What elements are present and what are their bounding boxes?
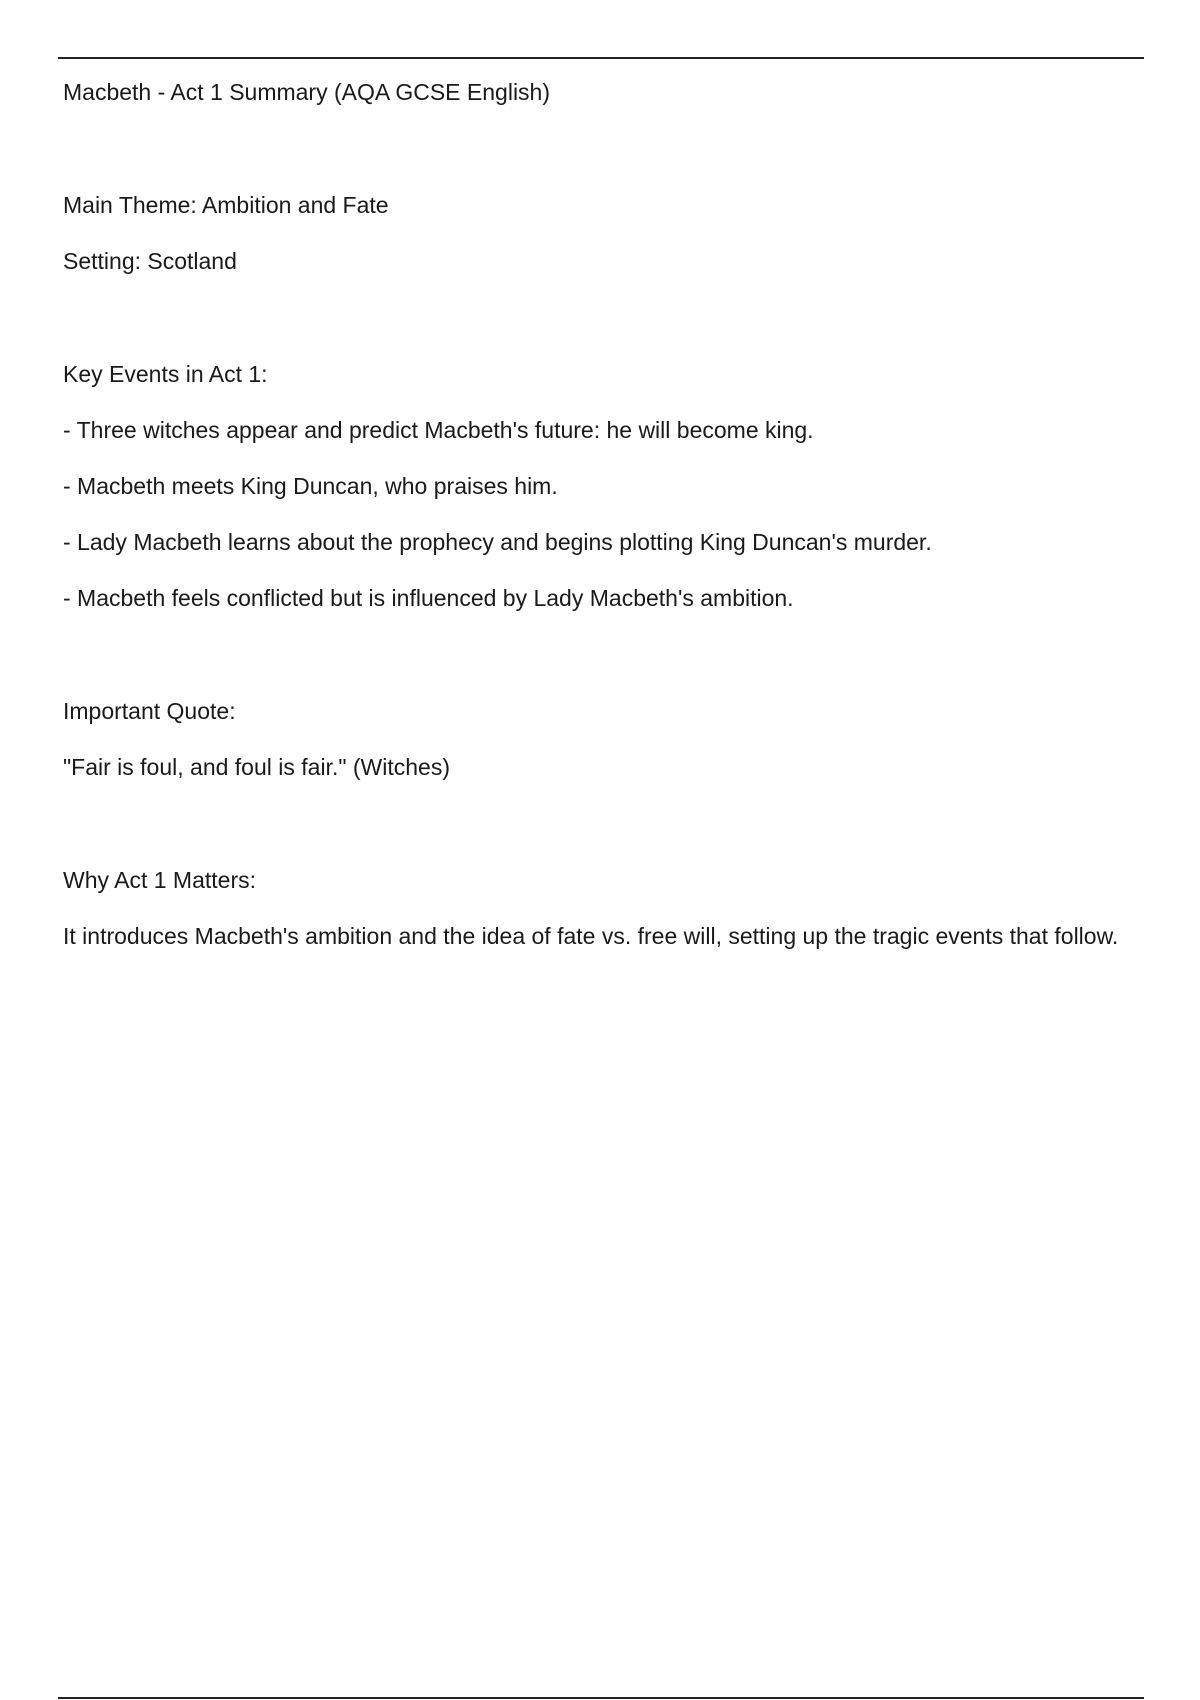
top-rule <box>58 57 1144 59</box>
key-event-item: - Lady Macbeth learns about the prophecy and begins plotting King Duncan's murder. <box>63 529 932 555</box>
spacer <box>63 120 1139 177</box>
why-matters-text: It introduces Macbeth's ambition and the idea of fate vs. free will, setting up the tragic events that follow. <box>63 923 1119 949</box>
key-event-item: - Macbeth meets King Duncan, who praises him. <box>63 473 558 499</box>
quote-heading: Important Quote: <box>63 698 236 724</box>
key-events-heading: Key Events in Act 1: <box>63 361 268 387</box>
why-matters-heading: Why Act 1 Matters: <box>63 867 256 893</box>
spacer <box>63 289 1139 346</box>
key-event-item: - Three witches appear and predict Macbeth's future: he will become king. <box>63 417 814 443</box>
document-body <box>63 64 1139 964</box>
setting: Setting: Scotland <box>63 248 237 274</box>
key-event-item: - Macbeth feels conflicted but is influenced by Lady Macbeth's ambition. <box>63 585 794 611</box>
quote-text: "Fair is foul, and foul is fair." (Witches) <box>63 754 451 780</box>
bottom-rule <box>58 1697 1144 1699</box>
spacer <box>63 626 1139 683</box>
main-theme: Main Theme: Ambition and Fate <box>63 192 389 218</box>
spacer <box>63 795 1139 852</box>
document-title: Macbeth - Act 1 Summary (AQA GCSE English) <box>63 79 550 105</box>
